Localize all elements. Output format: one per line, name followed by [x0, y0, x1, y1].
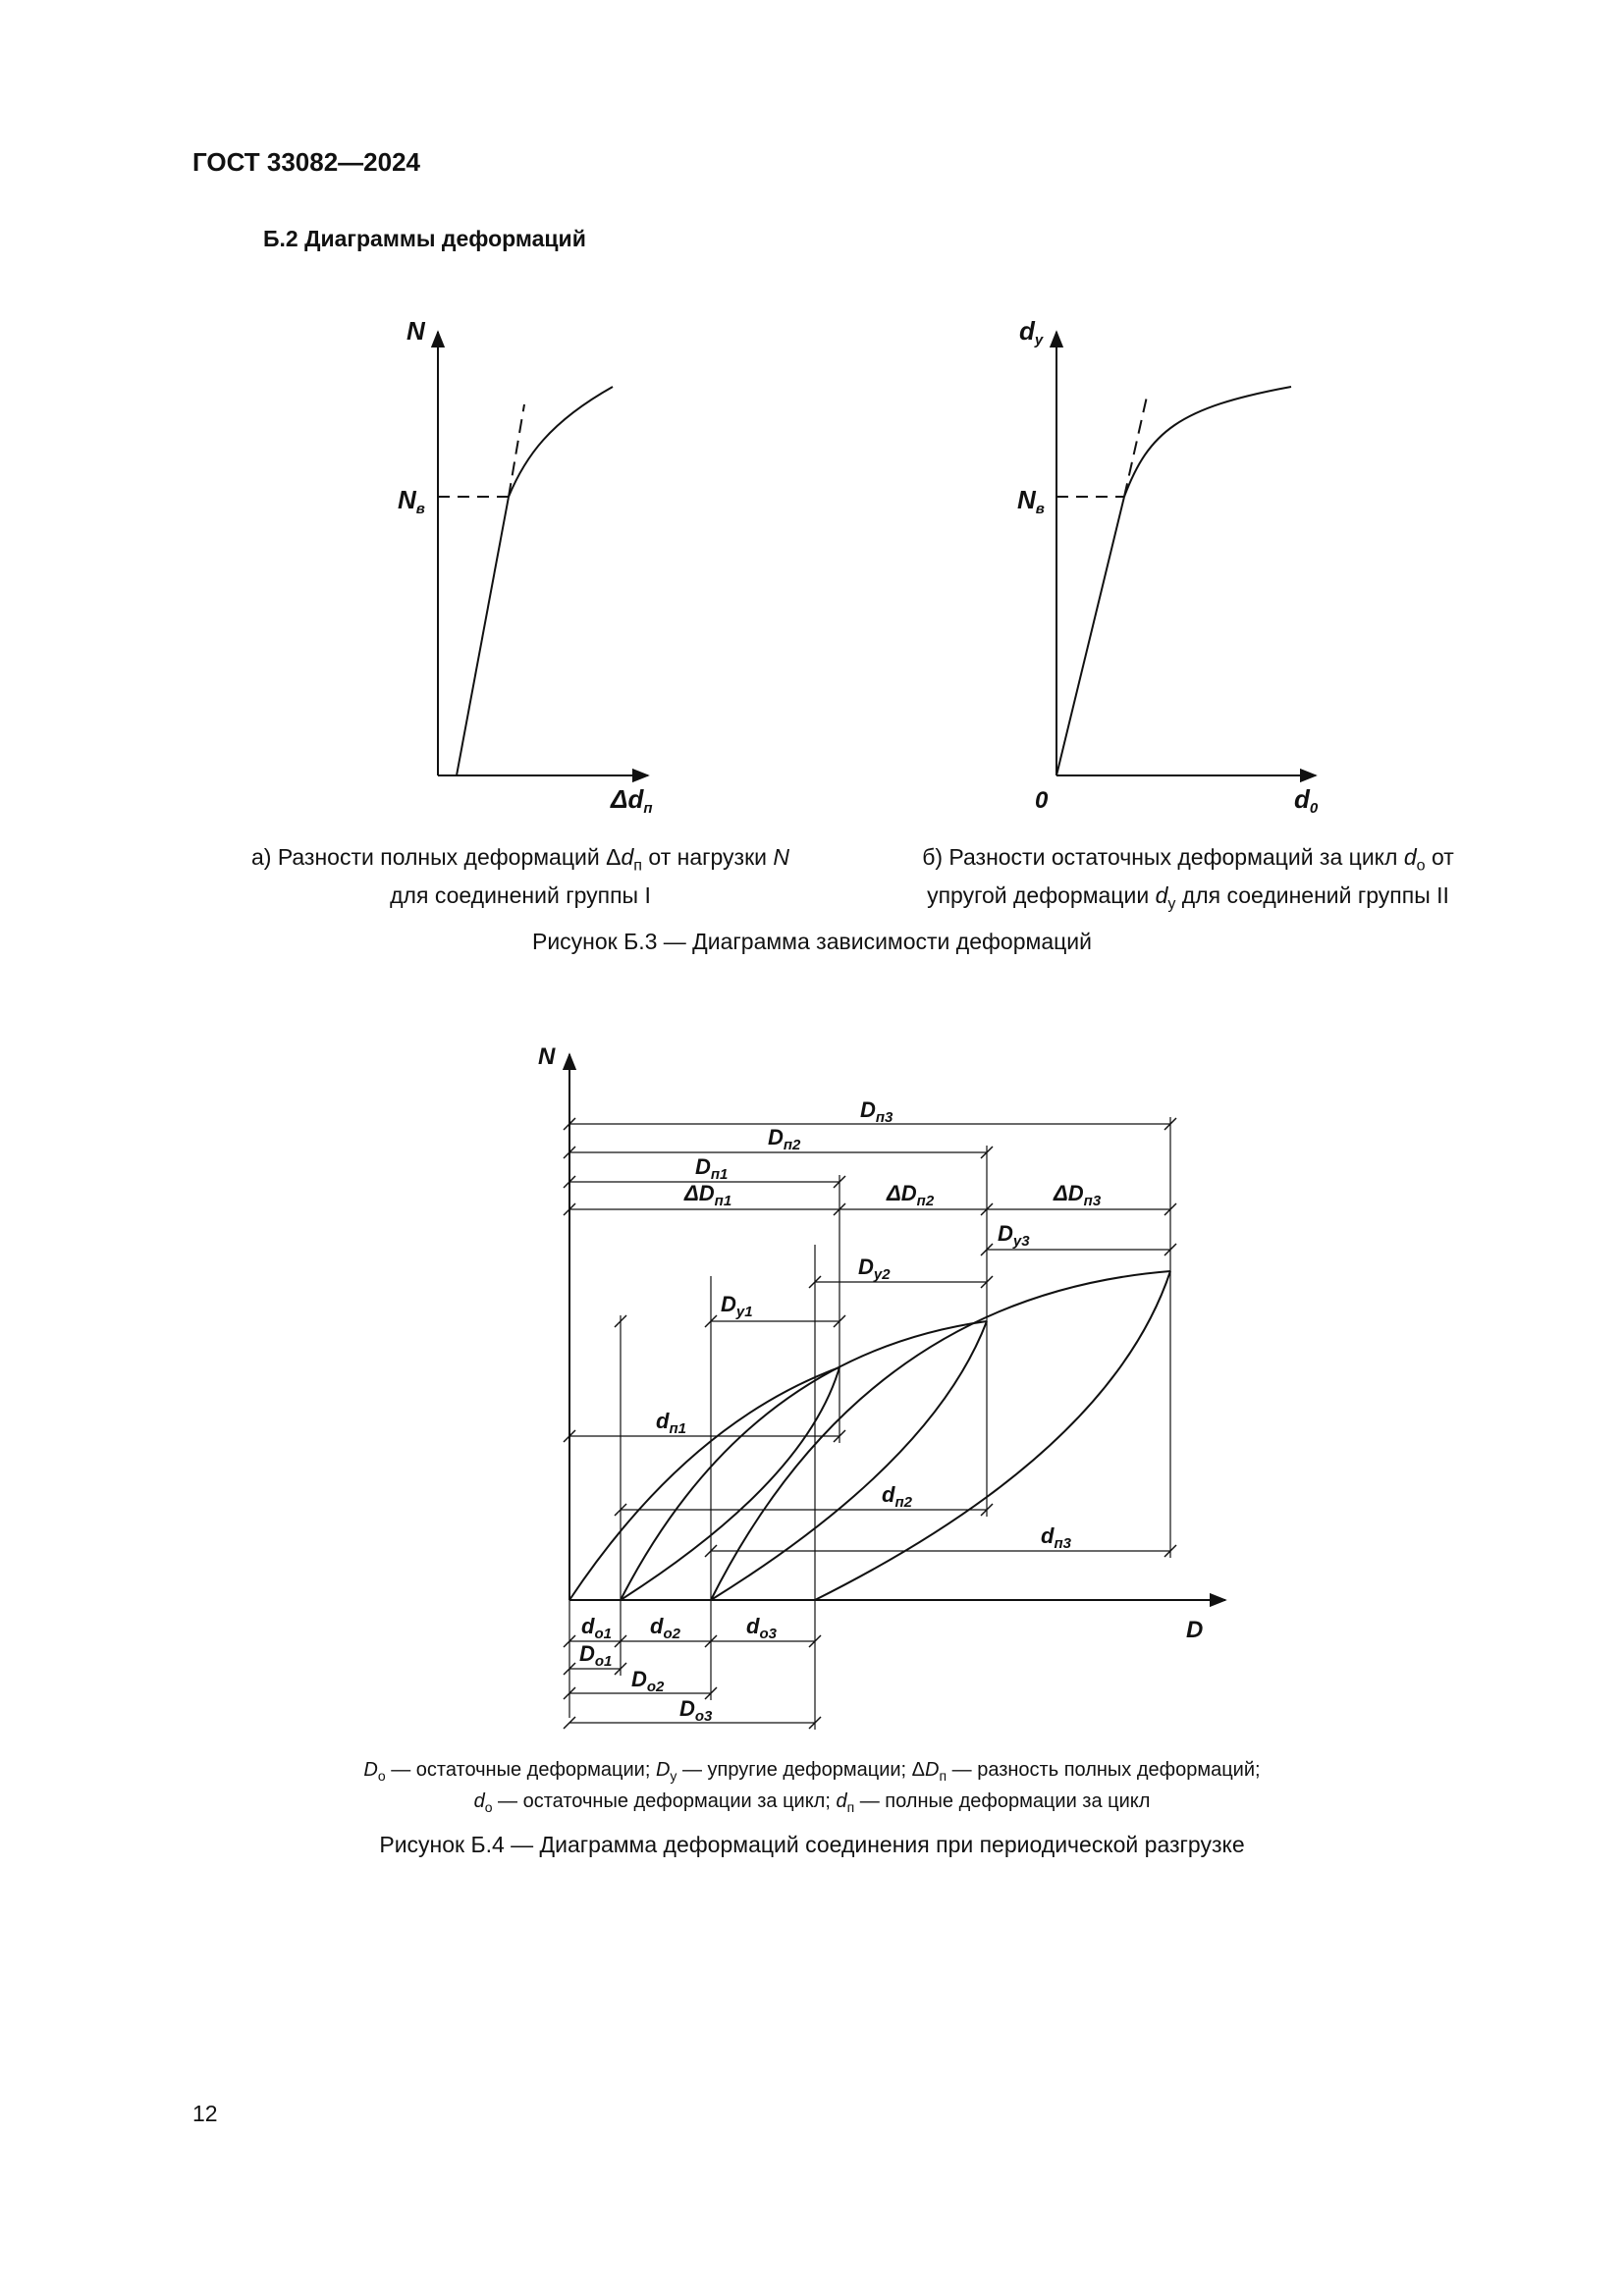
x-axis-label-d: D: [1186, 1617, 1204, 1643]
page-number: 12: [192, 2101, 218, 2126]
loop2-load: [621, 1321, 987, 1600]
figure-b3a-caption: а) Разности полных деформаций $\Delta d_п$ от нагрузки N для соединений группы I: [250, 844, 790, 908]
ne-label: Nв: [1017, 485, 1045, 517]
y-axis-label-dy: dу: [1019, 316, 1044, 348]
document-code: ГОСТ 33082—2024: [192, 147, 420, 177]
figure-b4-labels: [538, 1043, 1203, 1725]
label-delta-dp2: $\Delta D_{п2}$: [887, 1181, 935, 1209]
figure-b3a-diagram: [438, 332, 648, 775]
label-dp2-small: $d_{п2}$: [882, 1482, 912, 1511]
label-dy1: $D_{у1}$: [721, 1292, 753, 1320]
label-Do3: $D_{о3}$: [679, 1696, 713, 1725]
label-dp3: $D_{п3}$: [860, 1097, 893, 1126]
x-axis-label-d0: d0: [1294, 784, 1319, 817]
label-do3: $d_{о3}$: [746, 1614, 777, 1642]
figure-b3b-caption: б) Разности остаточных деформаций за цикл $d_о$ от упругой деформации $d_у$ для соединений группы II: [922, 844, 1454, 913]
figure-b4-caption: Рисунок Б.4 — Диаграмма деформаций соединения при периодической разгрузке: [379, 1832, 1245, 1857]
curve-segment: [1124, 387, 1291, 497]
y-axis-label-n: N: [538, 1043, 556, 1070]
y-axis-label-n: N: [406, 316, 425, 346]
figure-b3-caption: Рисунок Б.3 — Диаграмма зависимости деформаций: [531, 929, 1092, 954]
loop1-load: [569, 1367, 839, 1600]
x-axis-label-delta-dp: Δdп: [611, 784, 653, 817]
label-do2: $d_{о2}$: [650, 1614, 680, 1642]
label-dy3: $D_{у3}$: [998, 1221, 1030, 1250]
label-delta-dp3: $\Delta D_{п3}$: [1054, 1181, 1102, 1209]
figure-b3b-diagram: [1056, 332, 1316, 775]
label-dy2: $D_{у2}$: [858, 1255, 891, 1283]
linear-segment: [457, 497, 509, 775]
label-dp1: $D_{п1}$: [695, 1154, 729, 1183]
label-dp1-small: $d_{п1}$: [656, 1409, 686, 1437]
origin-label: 0: [1035, 787, 1049, 814]
label-dp2: $D_{п2}$: [768, 1125, 801, 1153]
curve-segment: [509, 387, 613, 497]
label-Do1: $D_{о1}$: [579, 1641, 613, 1670]
label-Do2: $D_{о2}$: [631, 1667, 665, 1695]
figure-b4-legend: $D_о$ — остаточные деформации; $D_у$ — упругие деформации; $\Delta D_п$ — разность полных деформаций; $d_о$ — остаточные деформации за цикл; $d_п$ — полные деформации за цикл: [363, 1759, 1261, 1815]
figure-b3a-labels: [398, 316, 653, 817]
label-delta-dp1: $\Delta D_{п1}$: [684, 1181, 732, 1209]
linear-segment: [1056, 497, 1124, 775]
section-title: Б.2 Диаграммы деформаций: [263, 226, 586, 251]
tangent-dashed: [1124, 397, 1147, 497]
ne-label: Nв: [398, 485, 425, 517]
label-do1: $d_{о1}$: [581, 1614, 612, 1642]
label-dp3-small: $d_{п3}$: [1041, 1523, 1071, 1552]
tangent-dashed: [509, 404, 524, 497]
